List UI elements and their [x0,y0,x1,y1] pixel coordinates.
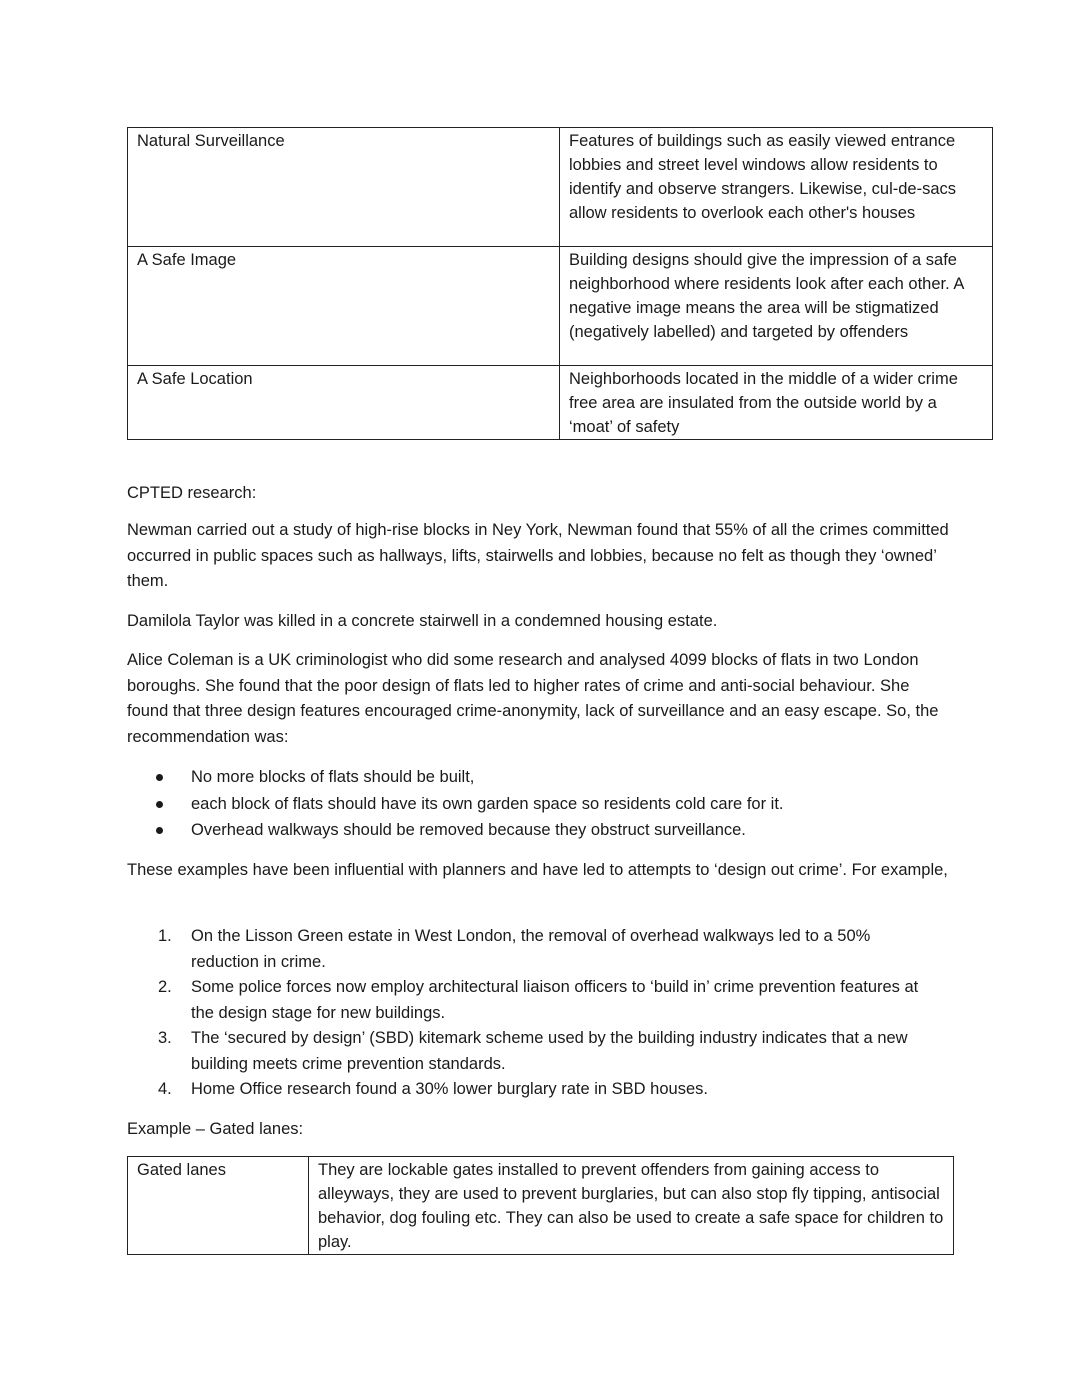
recommendations-list [127,765,954,845]
list-item-text: The ‘secured by design’ (SBD) kitemark scheme used by the building industry indicates that a new building meets crime prevention standards. [191,1029,908,1073]
bullet-icon [156,801,163,808]
examples-list [127,924,954,1103]
bullet-icon [156,827,163,834]
coleman-paragraph: Alice Coleman is a UK criminologist who did some research and analysed 4099 blocks of flats in two London boroughs. She found that the poor design of flats led to higher rates of crime and anti-social behaviour. She found that three design features encouraged crime-anonymity, lack of surveillance and an easy escape. So, the recommendation was: [127,651,939,746]
table-row [128,128,993,247]
list-number: 4. [158,1080,172,1098]
description-cell: They are lockable gates installed to prevent offenders from gaining access to alleyways, they are used to prevent burglaries, but can also stop fly tipping, antisocial behavior, dog fouling etc. They can also be used to create a safe space for children to play. [309,1157,954,1255]
description-cell: Features of buildings such as easily viewed entrance lobbies and street level windows allow residents to identify and observe strangers. Likewise, cul-de-sacs allow residents to overlook each other's houses [560,128,993,247]
list-item-text: On the Lisson Green estate in West London, the removal of overhead walkways led to a 50% reduction in crime. [191,927,871,971]
list-item [127,924,954,975]
cpted-definitions-table [127,127,993,440]
list-item-text: Overhead walkways should be removed because they obstruct surveillance. [191,821,746,839]
list-item [127,975,954,1026]
table-row [128,366,993,440]
table-row [128,247,993,366]
list-item [127,1077,954,1103]
list-item-text: Some police forces now employ architectural liaison officers to ‘build in’ crime prevention features at the design stage for new buildings. [191,978,919,1022]
term-cell: Gated lanes [128,1157,309,1255]
newman-paragraph: Newman carried out a study of high-rise blocks in Ney York, Newman found that 55% of all the crimes committed occurred in public spaces such as hallways, lifts, stairwells and lobbies, because no felt as though they ‘owned’ them. [127,521,949,591]
list-item [127,765,954,792]
list-number: 2. [158,978,172,996]
term-cell: A Safe Location [128,366,560,440]
list-item [127,818,954,845]
list-item [127,1026,954,1077]
gated-lanes-heading: Example – Gated lanes: [127,1120,304,1138]
description-cell: Neighborhoods located in the middle of a wider crime free area are insulated from the outside world by a ‘moat’ of safety [560,366,993,440]
list-item-text: Home Office research found a 30% lower burglary rate in SBD houses. [191,1080,708,1098]
list-number: 3. [158,1029,172,1047]
bullet-icon [156,774,163,781]
list-item [127,792,954,819]
description-cell: Building designs should give the impression of a safe neighborhood where residents look after each other. A negative image means the area will be stigmatized (negatively labelled) and targeted by offenders [560,247,993,366]
gated-lanes-table [127,1156,954,1255]
gated-lanes-table-wrapper [127,1156,954,1255]
list-item-text: No more blocks of flats should be built, [191,768,475,786]
taylor-paragraph: Damilola Taylor was killed in a concrete stairwell in a condemned housing estate. [127,612,718,630]
influence-paragraph: These examples have been influential with planners and have led to attempts to ‘design out crime’. For example, [127,861,948,879]
research-heading: CPTED research: [127,484,257,502]
list-number: 1. [158,927,172,945]
list-item-text: each block of flats should have its own garden space so residents cold care for it. [191,794,784,813]
table-row [128,1157,954,1255]
term-cell: A Safe Image [128,247,560,366]
document-page [127,127,965,1251]
term-cell: Natural Surveillance [128,128,560,247]
